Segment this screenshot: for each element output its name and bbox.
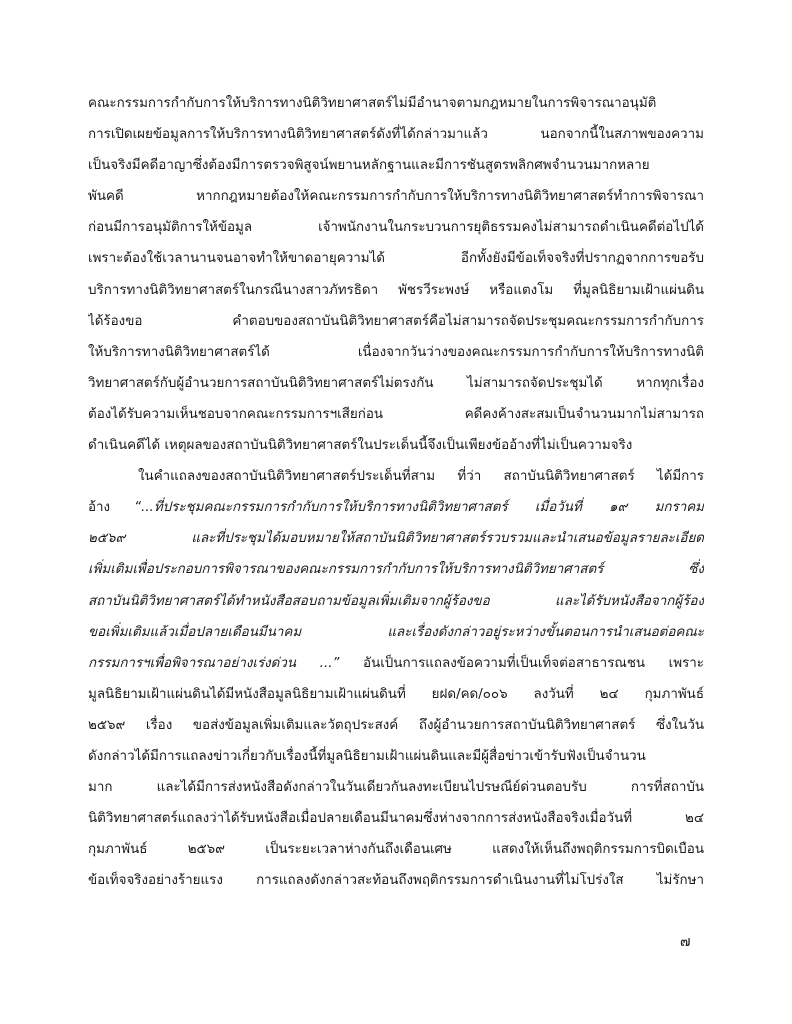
quote-run: “...ที่ประชุมคณะกรรมการกำกับการให้บริการทางนิติวิทยาศาสตร์ เมื่อวันที่ ๑๙ มกราคม xyxy=(134,500,704,516)
quote-line xyxy=(88,492,704,523)
text-line: ดำเนินคดีได้ เหตุผลของสถาบันนิติวิทยาศาสตร์ในประเด็นนี้จึงเป็นเพียงข้ออ้างที่ไม่เป็นความจริง xyxy=(88,438,633,454)
paragraph-first-line: ในคำแถลงของสถาบันนิติวิทยาศาสตร์ประเด็นที่สาม ที่ว่า สถาบันนิติวิทยาศาสตร์ ได้มีการ xyxy=(138,469,704,485)
text-line: เป็นจริงมีคดีอาญาซึ่งต้องมีการตรวจพิสูจน์พยานหลักฐานและมีการชันสูตรพลิกศพจำนวนมากหลาย xyxy=(88,158,650,174)
page-number: ๗ xyxy=(680,934,691,950)
text-line: บริการทางนิติวิทยาศาสตร์ในกรณีนางสาวภัทรธิดา พัชรวีระพงษ์ หรือแตงโม ที่มูลนิธิยามเฝ้าแผ่นดิน xyxy=(88,282,704,298)
text-line: ต้องได้รับความเห็นชอบจากคณะกรรมการฯเสียก่อน คดีคงค้างสะสมเป็นจำนวนมากไม่สามารถ xyxy=(88,406,704,422)
text-line: กุมภาพันธ์ ๒๕๖๙ เป็นระยะเวลาห่างกันถึงเดือนเศษ แสดงให้เห็นถึงพฤติกรรมการบิดเบือน xyxy=(88,842,704,858)
text-line: ๒๕๖๙ เรื่อง ขอส่งข้อมูลเพิ่มเติมและวัตถุประสงค์ ถึงผู้อำนวยการสถาบันนิติวิทยาศาสตร์ ซึ่งในวัน xyxy=(88,717,704,733)
quote-run: กรรมการฯเพื่อพิจารณาอย่างเร่งด่วน ...” xyxy=(88,655,340,671)
text-line: นิติวิทยาศาสตร์แถลงว่าได้รับหนังสือเมื่อปลายเดือนมีนาคมซึ่งห่างจากการส่งหนังสือจริงเมื่อวันที่ ๒๔ xyxy=(88,811,704,827)
text-line: ดังกล่าวได้มีการแถลงข่าวเกี่ยวกับเรื่องนี้ที่มูลนิธิยามเฝ้าแผ่นดินและมีผู้สื่อข่าวเข้ารับฟังเป็นจำนวน xyxy=(88,748,646,764)
text-line: มาก และได้มีการส่งหนังสือดังกล่าวในวันเดียวกันลงทะเบียนไปรษณีย์ด่วนตอบรับ การที่สถาบัน xyxy=(88,780,704,796)
quote-line: สถาบันนิติวิทยาศาสตร์ได้ทำหนังสือสอบถามข้อมูลเพิ่มเติมจากผู้ร้องขอ และได้รับหนังสือจากผู้ร้อง xyxy=(88,593,704,609)
text-run: อันเป็นการแถลงข้อความที่เป็นเท็จต่อสาธารณชน เพราะ xyxy=(339,655,704,671)
text-line: มูลนิธิยามเฝ้าแผ่นดินได้มีหนังสือมูลนิธิยามเฝ้าแผ่นดินที่ ยฝด/คด/๐๐๖ ลงวันที่ ๒๔ กุมภาพันธ์ xyxy=(88,686,704,702)
document-body xyxy=(88,88,704,896)
text-line: เพราะต้องใช้เวลานานจนอาจทำให้ขาดอายุความได้ อีกทั้งยังมีข้อเท็จจริงที่ปรากฏจากการขอรับ xyxy=(88,251,704,267)
text-line: คณะกรรมการกำกับการให้บริการทางนิติวิทยาศาสตร์ไม่มีอำนาจตามกฎหมายในการพิจารณาอนุมัติ xyxy=(88,96,657,111)
text-line: การเปิดเผยข้อมูลการให้บริการทางนิติวิทยาศาสตร์ดังที่ได้กล่าวมาแล้ว นอกจากนี้ในสภาพของความ xyxy=(88,127,704,143)
text-line: วิทยาศาสตร์กับผู้อำนวยการสถาบันนิติวิทยาศาสตร์ไม่ตรงกัน ไม่สามารถจัดประชุมได้ หากทุกเรื่อง xyxy=(88,375,704,391)
text-line: ให้บริการทางนิติวิทยาศาสตร์ได้ เนื่องจากวันว่างของคณะกรรมการกำกับการให้บริการทางนิติ xyxy=(88,344,704,360)
quote-line: ๒๕๖๙ และที่ประชุมได้มอบหมายให้สถาบันนิติวิทยาศาสตร์รวบรวมและนำเสนอข้อมูลรายละเอียด xyxy=(88,531,704,547)
quote-line: เพิ่มเติมเพื่อประกอบการพิจารณาของคณะกรรมการกำกับการให้บริการทางนิติวิทยาศาสตร์ ซึ่ง xyxy=(88,562,704,578)
quote-line: ขอเพิ่มเติมแล้วเมื่อปลายเดือนมีนาคม และเรื่องดังกล่าวอยู่ระหว่างขั้นตอนการนำเสนอต่อคณะ xyxy=(88,624,704,640)
text-run: อ้าง xyxy=(88,500,111,516)
text-line: พันคดี หากกฎหมายต้องให้คณะกรรมการกำกับการให้บริการทางนิติวิทยาศาสตร์ทำการพิจารณา xyxy=(88,189,704,205)
quote-end-line xyxy=(88,648,704,679)
text-line: ก่อนมีการอนุมัติการให้ข้อมูล เจ้าพนักงานในกระบวนการยุติธรรมคงไม่สามารถดำเนินคดีต่อไปได้ xyxy=(88,220,704,236)
text-line: ข้อเท็จจริงอย่างร้ายแรง การแถลงดังกล่าวสะท้อนถึงพฤติกรรมการดำเนินงานที่ไม่โปร่งใส ไม่รักษา xyxy=(88,873,704,889)
text-line: ได้ร้องขอ คำตอบของสถาบันนิติวิทยาศาสตร์คือไม่สามารถจัดประชุมคณะกรรมการกำกับการ xyxy=(88,313,704,329)
